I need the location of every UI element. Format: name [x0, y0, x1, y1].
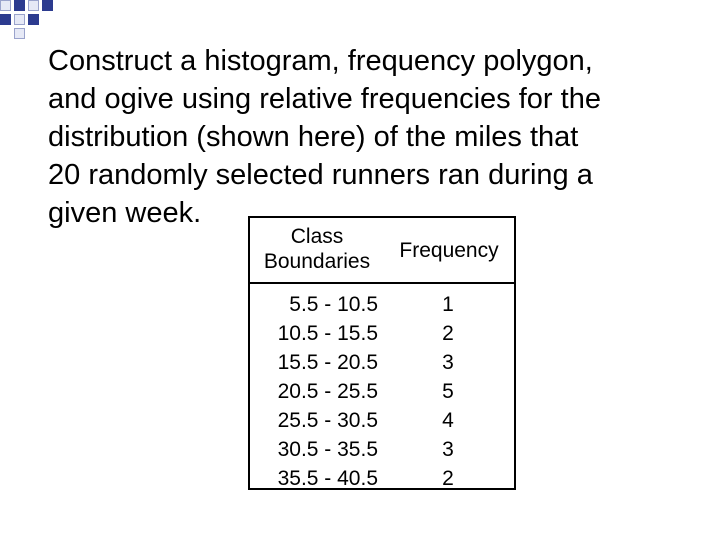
header-divider — [250, 282, 514, 284]
cell-boundaries: 20.5 - 25.5 — [277, 380, 378, 403]
header-boundaries-line: Boundaries — [263, 250, 371, 273]
cell-boundaries: 5.5 - 10.5 — [289, 293, 378, 316]
table-header — [250, 218, 514, 282]
header-class-line: Class — [290, 225, 344, 248]
cell-boundaries: 30.5 - 35.5 — [277, 438, 378, 461]
cell-frequency: 2 — [442, 467, 454, 490]
slide-corner-decoration — [0, 0, 60, 40]
prompt-text — [48, 42, 688, 232]
table-row — [250, 406, 514, 435]
cell-boundaries: 35.5 - 40.5 — [277, 467, 378, 490]
cell-frequency: 2 — [442, 322, 454, 345]
cell-boundaries: 15.5 - 20.5 — [277, 351, 378, 374]
prompt-line: and ogive using relative frequencies for the — [48, 83, 601, 115]
header-class-boundaries — [250, 224, 384, 274]
cell-frequency: 3 — [442, 438, 454, 461]
table-row — [250, 348, 514, 377]
cell-frequency: 3 — [442, 351, 454, 374]
cell-frequency: 4 — [442, 409, 454, 432]
cell-frequency: 1 — [442, 293, 454, 316]
cell-boundaries: 25.5 - 30.5 — [277, 409, 378, 432]
prompt-line: given week. — [48, 197, 202, 229]
table-row — [250, 377, 514, 406]
table-row — [250, 290, 514, 319]
prompt-line: Construct a histogram, frequency polygon, — [48, 45, 593, 77]
cell-boundaries: 10.5 - 15.5 — [277, 322, 378, 345]
frequency-table — [248, 216, 516, 490]
cell-frequency: 5 — [442, 380, 454, 403]
table-row — [250, 464, 514, 493]
table-body — [250, 290, 514, 493]
table-row — [250, 435, 514, 464]
prompt-line: 20 randomly selected runners ran during a — [48, 159, 593, 191]
header-frequency: Frequency — [399, 239, 499, 262]
table-row — [250, 319, 514, 348]
prompt-line: distribution (shown here) of the miles that — [48, 121, 579, 153]
